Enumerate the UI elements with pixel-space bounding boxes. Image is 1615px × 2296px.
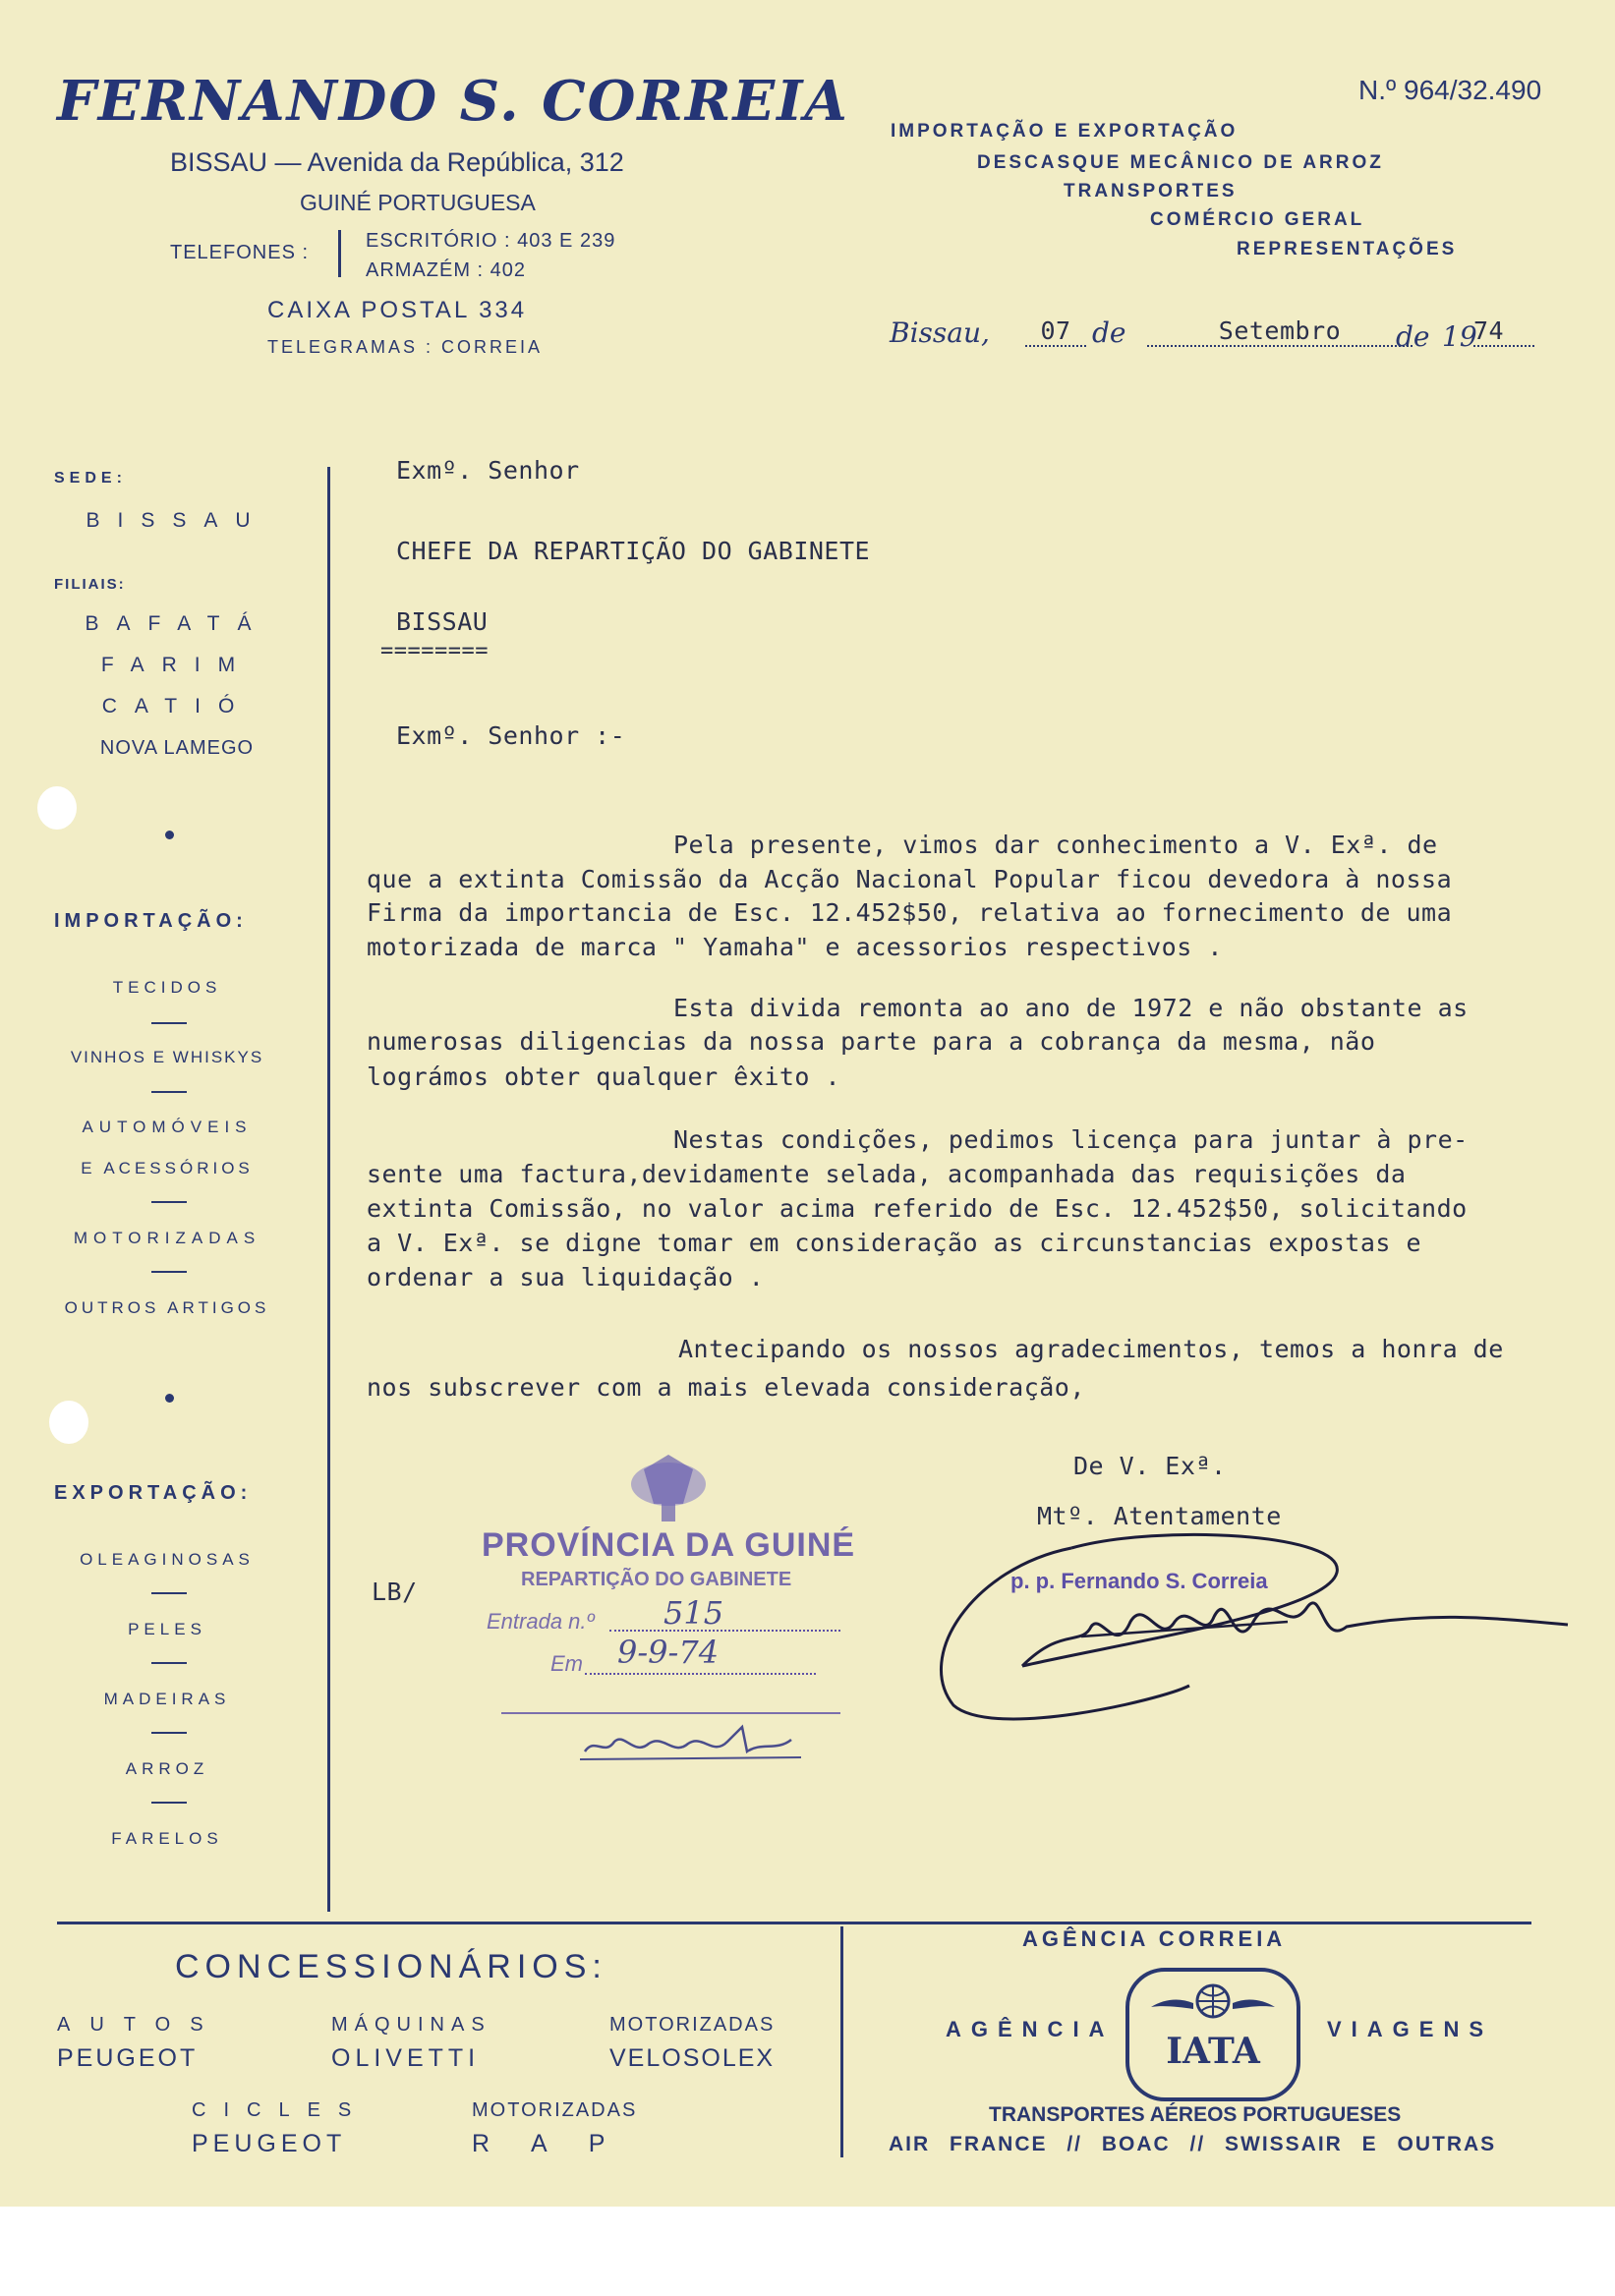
- stamp-date-value: 9-9-74: [617, 1634, 720, 1671]
- closing-line-1: De V. Exª.: [1073, 1452, 1227, 1480]
- stamp-entry-rule: [609, 1630, 840, 1632]
- separator-dot: [165, 831, 174, 839]
- phones-label: TELEFONES :: [170, 242, 310, 263]
- punch-hole-bottom: [49, 1401, 88, 1444]
- dash-divider: [151, 1271, 187, 1273]
- signatory-stamp: p. p. Fernando S. Correia: [1010, 1569, 1268, 1593]
- recipient-name: CHEFE DA REPARTIÇÃO DO GABINETE: [396, 537, 871, 565]
- date-day: 07: [1025, 316, 1086, 347]
- importacao-title: IMPORTAÇÃO:: [54, 910, 248, 932]
- company-region: GUINÉ PORTUGUESA: [300, 190, 536, 215]
- export-item: OLEAGINOSAS: [80, 1550, 255, 1569]
- recipient-city: BISSAU: [396, 607, 489, 636]
- body-line: nos subscrever com a mais elevada consideração,: [367, 1373, 1085, 1402]
- export-item: FARELOS: [111, 1829, 223, 1848]
- dealer-brand: RAP: [472, 2130, 647, 2157]
- body-line: sente uma factura,devidamente selada, acompanhada das requisições da: [367, 1160, 1407, 1188]
- dealer-category: AUTOS: [57, 2014, 223, 2036]
- typist-initials: LB/: [372, 1578, 418, 1606]
- import-item: TECIDOS: [112, 978, 222, 997]
- export-item: PELES: [128, 1620, 206, 1638]
- body-line: lográmos obter qualquer êxito .: [367, 1062, 841, 1091]
- import-item: VINHOS E WHISKYS: [70, 1048, 264, 1066]
- body-line: Nestas condições, pedimos licença para juntar à pre-: [673, 1125, 1469, 1154]
- concessionarios-title: CONCESSIONÁRIOS:: [175, 1948, 607, 1985]
- dash-divider: [151, 1091, 187, 1093]
- po-box: CAIXA POSTAL 334: [267, 297, 528, 323]
- body-line: Firma da importancia de Esc. 12.452$50, relativa ao fornecimento de uma: [367, 898, 1453, 927]
- iata-text: IATA: [1166, 2031, 1260, 2072]
- phone-warehouse: ARMAZÉM : 402: [366, 259, 527, 281]
- activity-4: COMÉRCIO GERAL: [1150, 209, 1365, 230]
- dealer-brand: OLIVETTI: [331, 2044, 481, 2072]
- sede-title: SEDE:: [54, 470, 127, 487]
- dealer-category: MOTORIZADAS: [472, 2099, 638, 2121]
- stamp-entry-value: 515: [663, 1594, 724, 1632]
- date-line: [890, 316, 1538, 356]
- dealer-brand: PEUGEOT: [192, 2130, 347, 2157]
- agency-left-word: AGÊNCIA: [946, 2017, 1115, 2041]
- filial-item: CATIÓ: [101, 695, 253, 718]
- stamp-entry-label: Entrada n.º: [487, 1609, 595, 1634]
- sidebar-divider: [327, 467, 330, 1912]
- filiais-title: FILIAIS:: [54, 576, 126, 593]
- body-line: extinta Comissão, no valor acima referido de Esc. 12.452$50, solicitando: [367, 1194, 1468, 1223]
- closing-line-2: Mtº. Atentamente: [1037, 1502, 1282, 1530]
- date-year-suffix: 74: [1473, 316, 1534, 347]
- stamp-date-rule: [585, 1673, 816, 1675]
- letter-greeting: Exmº. Senhor :-: [396, 721, 626, 750]
- dash-divider: [151, 1592, 187, 1594]
- coat-of-arms-stamp-icon: [614, 1450, 722, 1528]
- telegrams: TELEGRAMAS : CORREIA: [267, 337, 544, 357]
- agency-title: AGÊNCIA CORREIA: [1022, 1926, 1287, 1951]
- body-line: a V. Exª. se digne tomar em consideração as circunstancias expostas e: [367, 1229, 1422, 1257]
- dash-divider: [151, 1732, 187, 1734]
- body-line: ordenar a sua liquidação .: [367, 1263, 765, 1292]
- body-line: que a extinta Comissão da Acção Nacional Popular ficou devedora à nossa: [367, 865, 1453, 893]
- iata-logo: [1125, 1968, 1300, 2101]
- dealer-brand: VELOSOLEX: [609, 2044, 776, 2072]
- import-item: AUTOMÓVEIS: [82, 1118, 253, 1136]
- dealer-brand: PEUGEOT: [57, 2044, 199, 2072]
- exportacao-title: EXPORTAÇÃO:: [54, 1482, 253, 1504]
- recipient-salutation: Exmº. Senhor: [396, 456, 580, 485]
- phone-office: ESCRITÓRIO : 403 E 239: [366, 230, 616, 252]
- stamp-initials-scribble: [580, 1722, 806, 1766]
- punch-hole-top: [37, 786, 77, 830]
- dash-divider: [151, 1802, 187, 1804]
- body-line: motorizada de marca " Yamaha" e acessorios respectivos .: [367, 933, 1223, 961]
- stamp-rule: [501, 1712, 840, 1714]
- handwritten-signature: [934, 1528, 1583, 1735]
- dealer-category: MOTORIZADAS: [609, 2014, 776, 2036]
- filial-item: FARIM: [100, 654, 254, 676]
- company-name: FERNANDO S. CORREIA: [57, 69, 849, 134]
- export-item: ARROZ: [125, 1759, 209, 1778]
- activity-5: REPRESENTAÇÕES: [1237, 239, 1458, 259]
- footer-top-rule: [57, 1922, 1531, 1924]
- dash-divider: [151, 1201, 187, 1203]
- partners-line: AIR FRANCE // BOAC // SWISSAIR E OUTRAS: [889, 2133, 1497, 2155]
- stamp-line-2: REPARTIÇÃO DO GABINETE: [521, 1569, 792, 1590]
- import-item: E ACESSÓRIOS: [81, 1159, 254, 1177]
- dealer-category: CICLES: [192, 2099, 370, 2121]
- date-de-2: de: [1396, 320, 1430, 353]
- document-number: N.º 964/32.490: [1358, 75, 1542, 105]
- sede-city: BISSAU: [86, 509, 268, 532]
- body-line: numerosas diligencias da nossa parte para a cobrança da mesma, não: [367, 1027, 1376, 1056]
- stamp-line-1: PROVÍNCIA DA GUINÉ: [482, 1526, 856, 1564]
- dash-divider: [151, 1022, 187, 1024]
- export-item: MADEIRAS: [103, 1690, 231, 1708]
- recipient-underline: ========: [380, 639, 489, 663]
- date-place: Bissau,: [890, 316, 990, 349]
- dealer-category: MÁQUINAS: [331, 2014, 491, 2036]
- body-line: Antecipando os nossos agradecimentos, temos a honra de: [678, 1335, 1504, 1363]
- date-month: Setembro: [1147, 316, 1413, 347]
- import-item: OUTROS ARTIGOS: [64, 1298, 270, 1317]
- date-year-prefix: 19: [1442, 320, 1477, 353]
- separator-dot: [165, 1394, 174, 1403]
- agency-right-word: VIAGENS: [1327, 2017, 1494, 2041]
- import-item: MOTORIZADAS: [73, 1229, 261, 1247]
- phones-brace: [338, 230, 341, 277]
- body-line: Esta divida remonta ao ano de 1972 e não obstante as: [673, 994, 1469, 1022]
- activity-1: IMPORTAÇÃO E EXPORTAÇÃO: [891, 121, 1239, 142]
- footer-divider: [840, 1926, 843, 2157]
- stamp-date-label: Em: [550, 1651, 583, 1676]
- filial-item: NOVA LAMEGO: [99, 737, 255, 759]
- dash-divider: [151, 1662, 187, 1664]
- activity-2: DESCASQUE MECÂNICO DE ARROZ: [977, 152, 1384, 173]
- globe-wings-icon: [1149, 1980, 1277, 2029]
- activity-3: TRANSPORTES: [1064, 181, 1238, 201]
- airline-line: TRANSPORTES AÉREOS PORTUGUESES: [989, 2103, 1402, 2126]
- filial-item: BAFATÁ: [85, 612, 269, 635]
- date-de-1: de: [1092, 316, 1126, 349]
- company-address: BISSAU — Avenida da República, 312: [170, 147, 624, 177]
- body-line: Pela presente, vimos dar conhecimento a V. Exª. de: [673, 831, 1438, 859]
